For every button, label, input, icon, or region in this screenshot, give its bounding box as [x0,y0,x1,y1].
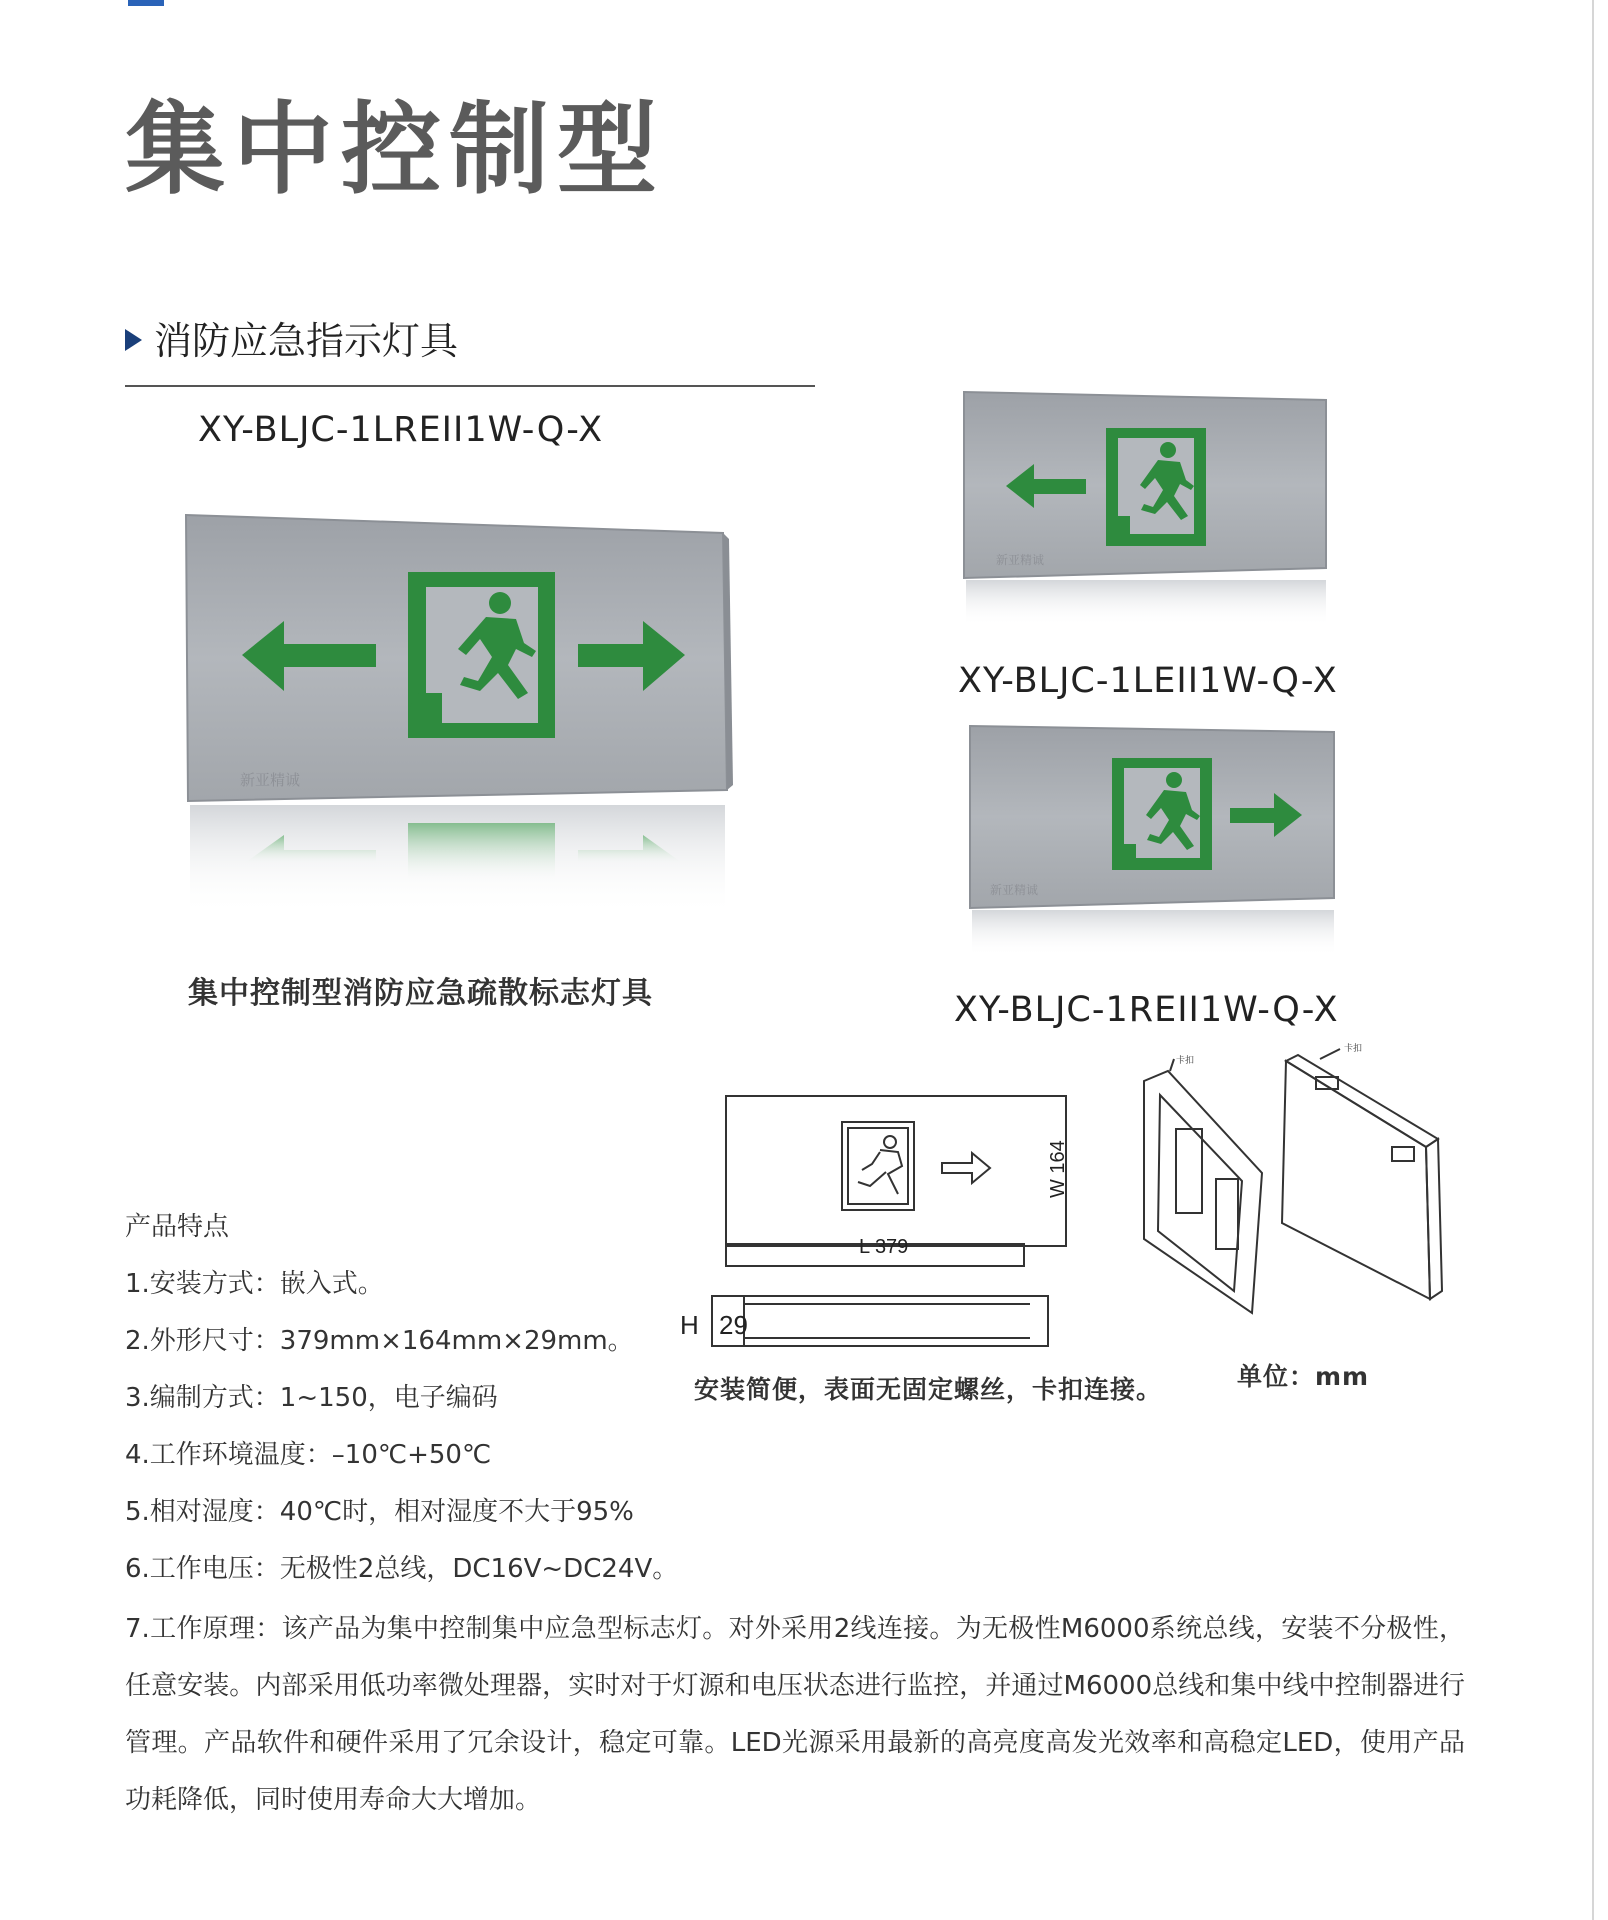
outline-arrow-icon [942,1153,990,1183]
running-man-exit-icon [1106,428,1206,546]
working-principle-paragraph: 7.工作原理：该产品为集中控制集中应急型标志灯。对外采用2线连接。为无极性M6000系统总线，安装不分极性，任意安装。内部采用低功率微处理器，实时对于灯源和电压状态进行监控，并通过M6000总线和集中线中控制器进行管理。产品软件和硬件采用了冗余设计，稳定可靠。LED光源采用最新的高亮度高发光效率和高稳定LED，使用产品功耗降低，同时使用寿命大大增加。 [125,1614,1465,1815]
man-head [884,1136,896,1148]
main-sign-image [180,505,740,925]
clip-label-2: 卡扣 [1344,1044,1363,1054]
box-top [1286,1055,1438,1147]
unit-caption: 单位：mm [1237,1362,1370,1391]
features-title: 产品特点 [125,1212,230,1242]
height-label-value: 29 [719,1310,748,1340]
height-label-h: H [680,1310,699,1340]
install-caption: 安装简便，表面无固定螺丝，卡扣连接。 [694,1375,1163,1404]
door-inner-outline [848,1128,908,1204]
door-outline [842,1122,914,1210]
right-edge-rule [1592,0,1594,1920]
section-heading [125,319,459,363]
right-sign-image [966,722,1346,962]
dimension-drawing [676,1090,1096,1410]
section-divider [125,385,815,387]
feature-item: 3.编制方式：1~150，电子编码 [125,1383,498,1413]
triangle-bullet-icon [125,329,142,351]
panel-brand-text: 新亚精诚 [240,771,301,789]
main-product-caption: 集中控制型消防应急疏散标志灯具 [188,976,653,1011]
box-drawings [1130,1044,1460,1325]
frame-inner [1158,1095,1242,1291]
running-man-exit-icon [1112,758,1212,870]
panel-brand-text: 新亚精诚 [996,553,1045,567]
panel-reflection [966,580,1326,626]
main-model-label: XY-BLJC-1LREII1W-Q-X [198,410,604,450]
length-label: L 379 [859,1236,909,1258]
box-clip-side [1392,1147,1414,1161]
reflection-door [408,823,555,883]
running-man-exit-icon [408,572,555,738]
panel-brand-text: 新亚精诚 [990,883,1039,897]
section-title: 消防应急指示灯具 [154,319,459,363]
front-outline [726,1096,1066,1246]
frame-slot-right [1216,1179,1238,1249]
panel-reflection [972,910,1334,956]
width-label: W 164 [1047,1140,1069,1198]
clip-leaders [1170,1049,1340,1071]
feature-item: 1.安装方式：嵌入式。 [125,1269,384,1299]
feature-item: 5.相对湿度：40℃时，相对湿度不大于95% [125,1497,634,1527]
box-side [1426,1139,1442,1299]
right-model-label: XY-BLJC-1REII1W-Q-X [954,990,1339,1030]
feature-item: 2.外形尺寸：379mm×164mm×29mm。 [125,1326,634,1356]
box-front [1282,1061,1430,1299]
page-title: 集中控制型 [125,91,665,208]
top-brand-mark [128,0,164,6]
clip-label: 卡扣 [1176,1056,1195,1066]
left-sign-image [960,388,1340,628]
man-figure [858,1150,902,1194]
feature-item: 6.工作电压：无极性2总线，DC16V~DC24V。 [125,1554,679,1584]
feature-item: 4.工作环境温度：–10℃+50℃ [125,1440,492,1470]
left-model-label: XY-BLJC-1LEII1W-Q-X [958,661,1338,701]
frame-slot-left [1176,1129,1202,1213]
